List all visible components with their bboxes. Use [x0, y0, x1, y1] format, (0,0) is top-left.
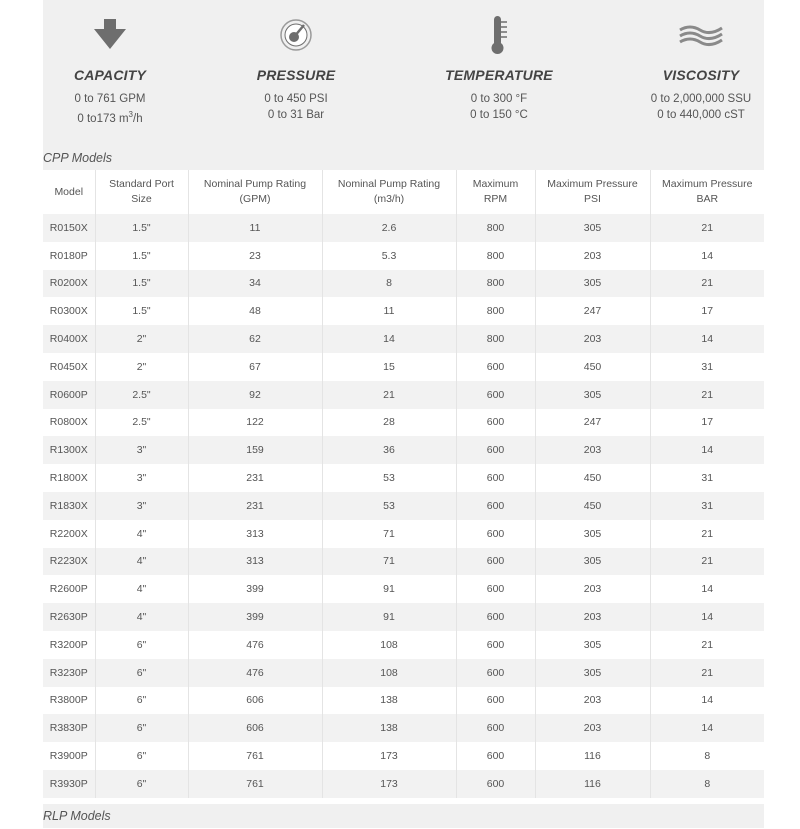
table-cell: 1.5" [95, 270, 188, 298]
table-cell: 36 [322, 436, 456, 464]
pressure-gauge-icon [276, 15, 316, 55]
table-cell: 21 [322, 381, 456, 409]
table-row [43, 381, 764, 409]
table-cell: 21 [650, 659, 764, 687]
table-cell: 21 [650, 270, 764, 298]
spec-capacity [25, 0, 195, 127]
table-cell: R2230X [43, 548, 95, 576]
table-cell: R3200P [43, 631, 95, 659]
table-cell: 116 [535, 770, 650, 798]
table-cell: 600 [456, 714, 535, 742]
table-cell: 450 [535, 492, 650, 520]
page-content [43, 0, 764, 828]
table-cell: 305 [535, 659, 650, 687]
table-body [43, 214, 764, 798]
table-cell: 28 [322, 409, 456, 437]
table-cell: 173 [322, 742, 456, 770]
table-cell: R0800X [43, 409, 95, 437]
table-cell: 305 [535, 214, 650, 242]
table-cell: 247 [535, 409, 650, 437]
temperature-title: TEMPERATURE [445, 67, 553, 83]
table-cell: 203 [535, 687, 650, 715]
table-cell: 14 [322, 325, 456, 353]
table-cell: 6" [95, 631, 188, 659]
table-cell: 138 [322, 714, 456, 742]
table-cell: 67 [188, 353, 322, 381]
table-cell: 31 [650, 353, 764, 381]
table-cell: R1300X [43, 436, 95, 464]
table-cell: 313 [188, 520, 322, 548]
column-header: Nominal Pump Rating (m3/h) [322, 170, 456, 214]
temperature-f: 0 to 300 °F [470, 93, 528, 105]
table-cell: 6" [95, 770, 188, 798]
table-row [43, 520, 764, 548]
spec-pressure [211, 0, 381, 123]
table-cell: 21 [650, 548, 764, 576]
table-cell: 231 [188, 492, 322, 520]
table-cell: 8 [322, 270, 456, 298]
table-cell: 2" [95, 353, 188, 381]
table-cell: R3930P [43, 770, 95, 798]
table-row [43, 270, 764, 298]
table-cell: 313 [188, 548, 322, 576]
table-cell: R0180P [43, 242, 95, 270]
viscosity-ssu: 0 to 2,000,000 SSU [650, 93, 752, 105]
table-cell: 17 [650, 409, 764, 437]
capacity-m3h: 0 to173 $m^3/h$ [77, 110, 143, 125]
table-cell: 305 [535, 520, 650, 548]
table-row [43, 325, 764, 353]
table-cell: 600 [456, 770, 535, 798]
table-cell: R0300X [43, 297, 95, 325]
table-cell: R2630P [43, 603, 95, 631]
table-cell: 21 [650, 381, 764, 409]
cpp-models-table [43, 170, 764, 798]
table-cell: 3" [95, 464, 188, 492]
table-cell: 14 [650, 575, 764, 603]
column-header: Maximum Pressure PSI [535, 170, 650, 214]
table-cell: 600 [456, 353, 535, 381]
table-cell: 21 [650, 631, 764, 659]
table-cell: 62 [188, 325, 322, 353]
table-cell: 800 [456, 325, 535, 353]
table-cell: 4" [95, 603, 188, 631]
table-cell: 800 [456, 242, 535, 270]
table-cell: 5.3 [322, 242, 456, 270]
spec-temperature [414, 0, 584, 123]
table-cell: 21 [650, 520, 764, 548]
spec-viscosity [616, 0, 786, 123]
cpp-models-heading: CPP Models [43, 146, 764, 170]
table-cell: 203 [535, 325, 650, 353]
table-cell: 203 [535, 575, 650, 603]
table-row [43, 464, 764, 492]
table-row [43, 242, 764, 270]
table-row [43, 492, 764, 520]
table-cell: R2200X [43, 520, 95, 548]
table-cell: 31 [650, 492, 764, 520]
temperature-c: 0 to 150 °C [470, 109, 528, 121]
table-cell: 2.5" [95, 381, 188, 409]
table-cell: 8 [650, 770, 764, 798]
table-cell: R0600P [43, 381, 95, 409]
table-row [43, 575, 764, 603]
table-cell: 203 [535, 242, 650, 270]
table-row [43, 353, 764, 381]
table-cell: R0400X [43, 325, 95, 353]
table-cell: 305 [535, 548, 650, 576]
table-cell: R3230P [43, 659, 95, 687]
table-cell: 761 [188, 770, 322, 798]
table-cell: R1800X [43, 464, 95, 492]
thermometer-icon [487, 14, 511, 56]
table-cell: 91 [322, 603, 456, 631]
table-cell: 71 [322, 548, 456, 576]
table-cell: 305 [535, 270, 650, 298]
table-cell: R1830X [43, 492, 95, 520]
table-cell: 2.6 [322, 214, 456, 242]
table-cell: 1.5" [95, 242, 188, 270]
table-cell: 231 [188, 464, 322, 492]
table-cell: 606 [188, 687, 322, 715]
table-cell: 600 [456, 492, 535, 520]
table-cell: 600 [456, 409, 535, 437]
table-row [43, 631, 764, 659]
table-cell: 4" [95, 575, 188, 603]
table-cell: 53 [322, 464, 456, 492]
viscosity-waves-icon [678, 20, 724, 50]
column-header: Model [43, 170, 95, 214]
table-cell: 21 [650, 214, 764, 242]
table-cell: 606 [188, 714, 322, 742]
table-row [43, 687, 764, 715]
table-cell: 600 [456, 520, 535, 548]
table-cell: 450 [535, 464, 650, 492]
table-cell: 6" [95, 714, 188, 742]
table-cell: 476 [188, 659, 322, 687]
table-cell: 14 [650, 714, 764, 742]
table-cell: 203 [535, 603, 650, 631]
rlp-models-heading: RLP Models [43, 804, 764, 828]
table-cell: 92 [188, 381, 322, 409]
table-cell: 15 [322, 353, 456, 381]
table-cell: 2" [95, 325, 188, 353]
table-cell: 1.5" [95, 297, 188, 325]
table-cell: 600 [456, 381, 535, 409]
table-cell: 17 [650, 297, 764, 325]
table-cell: 116 [535, 742, 650, 770]
table-cell: 305 [535, 631, 650, 659]
table-cell: 600 [456, 687, 535, 715]
table-cell: 23 [188, 242, 322, 270]
table-row [43, 548, 764, 576]
table-cell: 2.5" [95, 409, 188, 437]
table-cell: 14 [650, 603, 764, 631]
table-cell: 600 [456, 742, 535, 770]
table-cell: 6" [95, 659, 188, 687]
table-cell: 305 [535, 381, 650, 409]
viscosity-title: VISCOSITY [662, 67, 740, 83]
table-cell: 800 [456, 214, 535, 242]
table-row [43, 714, 764, 742]
table-cell: 600 [456, 659, 535, 687]
column-header: Nominal Pump Rating (GPM) [188, 170, 322, 214]
table-cell: 4" [95, 520, 188, 548]
table-cell: 450 [535, 353, 650, 381]
table-cell: 3" [95, 436, 188, 464]
capacity-gpm: 0 to 761 GPM [74, 93, 146, 105]
table-cell: 6" [95, 687, 188, 715]
table-cell: 203 [535, 436, 650, 464]
table-cell: R0450X [43, 353, 95, 381]
table-row [43, 742, 764, 770]
table-cell: 108 [322, 631, 456, 659]
table-cell: R3900P [43, 742, 95, 770]
table-cell: 203 [535, 714, 650, 742]
table-cell: 4" [95, 548, 188, 576]
table-cell: 11 [188, 214, 322, 242]
table-cell: 34 [188, 270, 322, 298]
column-header: Maximum Pressure BAR [662, 178, 753, 205]
table-cell: 600 [456, 436, 535, 464]
table-cell: 14 [650, 436, 764, 464]
table-cell: 761 [188, 742, 322, 770]
table-cell: 247 [535, 297, 650, 325]
table-cell: R0200X [43, 270, 95, 298]
capacity-title: CAPACITY [73, 67, 147, 83]
table-cell: 600 [456, 464, 535, 492]
table-cell: 600 [456, 575, 535, 603]
table-row [43, 214, 764, 242]
table-cell: 476 [188, 631, 322, 659]
table-cell: 48 [188, 297, 322, 325]
table-cell: 91 [322, 575, 456, 603]
spec-panel [43, 0, 764, 146]
table-cell: 8 [650, 742, 764, 770]
table-cell: 3" [95, 492, 188, 520]
table-cell: 6" [95, 742, 188, 770]
table-row [43, 436, 764, 464]
table-cell: 138 [322, 687, 456, 715]
table-cell: 14 [650, 242, 764, 270]
table-row [43, 297, 764, 325]
table-cell: 108 [322, 659, 456, 687]
table-cell: 800 [456, 297, 535, 325]
table-cell: 600 [456, 603, 535, 631]
table-cell: 53 [322, 492, 456, 520]
table-cell: 122 [188, 409, 322, 437]
table-cell: 800 [456, 270, 535, 298]
table-row [43, 659, 764, 687]
table-cell: 399 [188, 575, 322, 603]
table-row [43, 409, 764, 437]
table-cell: R0150X [43, 214, 95, 242]
table-cell: 1.5" [95, 214, 188, 242]
table-cell: 14 [650, 687, 764, 715]
table-row [43, 770, 764, 798]
pressure-psi: 0 to 450 PSI [264, 93, 328, 105]
table-cell: 31 [650, 464, 764, 492]
column-header: Standard Port Size [95, 170, 188, 214]
pressure-bar: 0 to 31 Bar [267, 109, 325, 121]
table-cell: R2600P [43, 575, 95, 603]
table-row [43, 603, 764, 631]
table-cell: 173 [322, 770, 456, 798]
viscosity-cst: 0 to 440,000 cST [657, 109, 745, 121]
table-cell: 399 [188, 603, 322, 631]
table-cell: 159 [188, 436, 322, 464]
capacity-arrow-icon [90, 17, 130, 53]
table-cell: R3830P [43, 714, 95, 742]
pressure-title: PRESSURE [256, 67, 336, 83]
table-cell: 14 [650, 325, 764, 353]
table-header-row [43, 170, 764, 214]
table-cell: 600 [456, 631, 535, 659]
table-cell: R3800P [43, 687, 95, 715]
table-cell: 71 [322, 520, 456, 548]
table-cell: 11 [322, 297, 456, 325]
table-cell: 600 [456, 548, 535, 576]
column-header: Maximum RPM [456, 170, 535, 214]
